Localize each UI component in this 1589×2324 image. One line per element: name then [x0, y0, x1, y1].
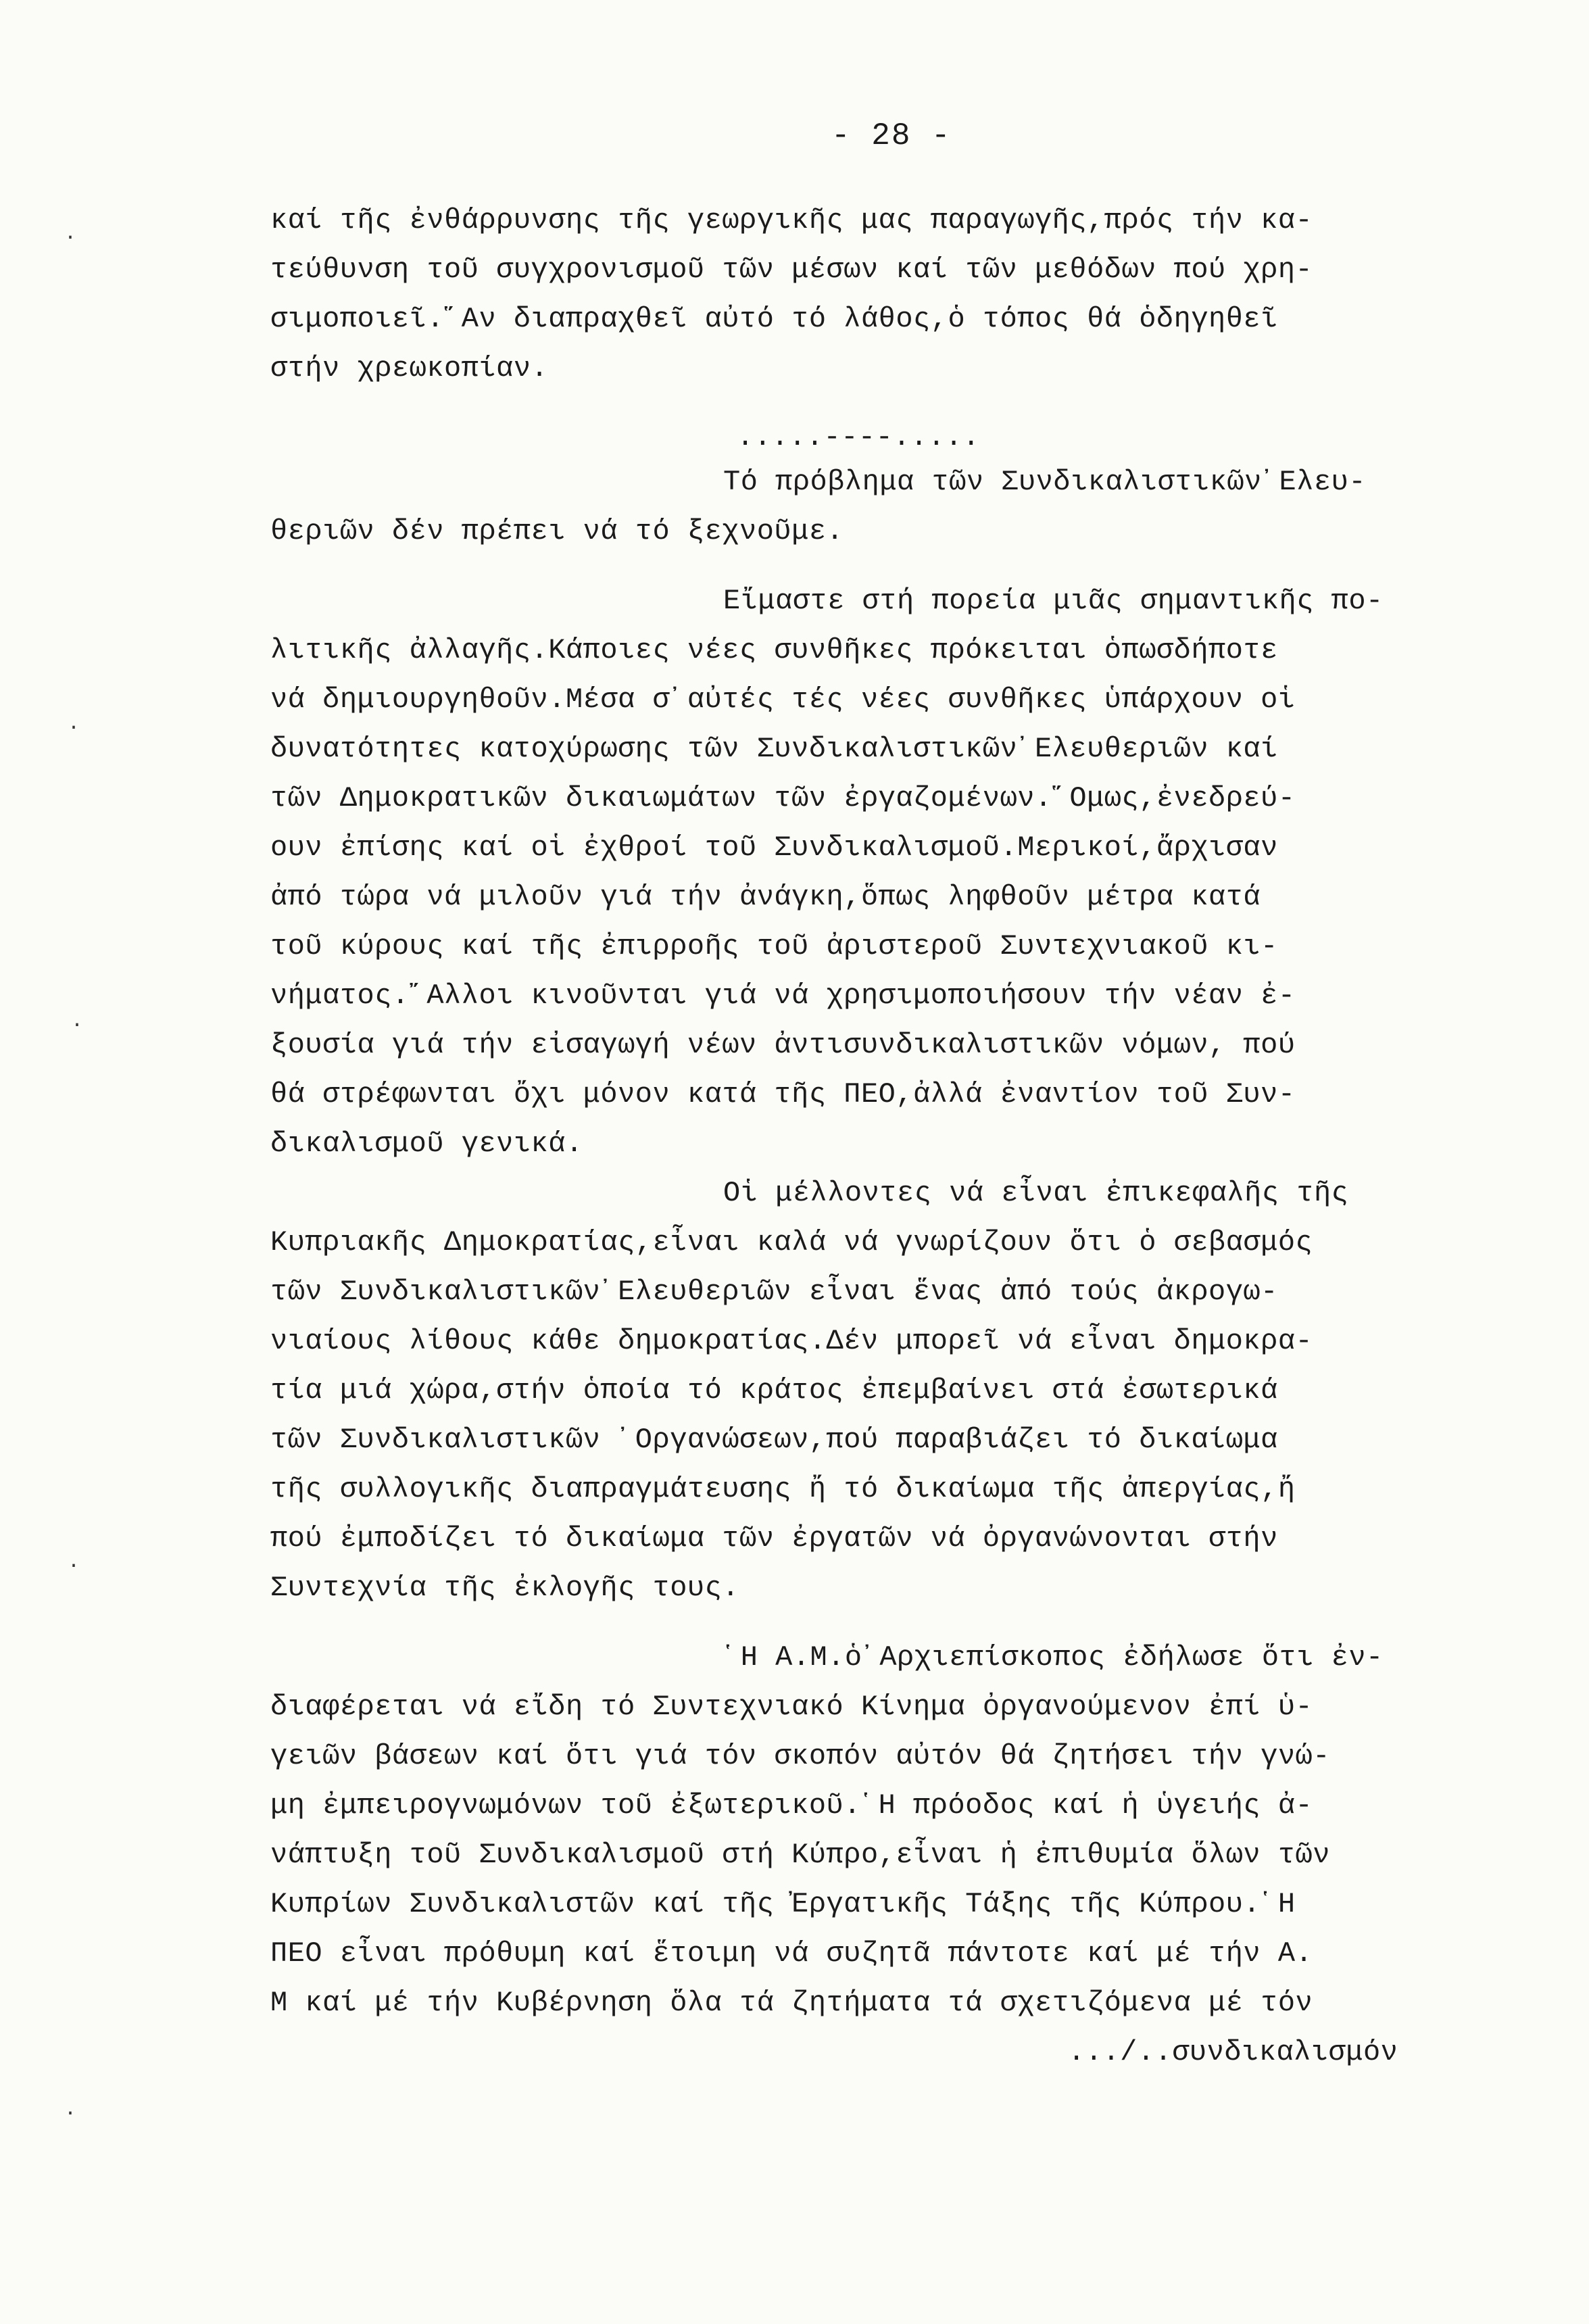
text-line: Κυπριακῆς Δημοκρατίας,εἶναι καλά νά γνωρίζουν ὅτι ὁ σεβασμός — [270, 1226, 1313, 1259]
text-line: τῶν Συνδικαλιστικῶν ᾿Οργανώσεων,πού παραβιάζει τό δικαίωμα — [270, 1424, 1278, 1456]
text-line: ξουσία γιά τήν εἰσαγωγή νέων ἀντισυνδικαλιστικῶν νόμων, πού — [270, 1029, 1296, 1061]
paragraph-start: Τό πρόβλημα τῶν Συνδικαλιστικῶν᾿Ελευ- — [723, 466, 1367, 498]
text-line: ἀπό τώρα νά μιλοῦν γιά τήν ἀνάγκη,ὅπως ληφθοῦν μέτρα κατά — [270, 881, 1261, 913]
continuation-catchword: .../..συνδικαλισμόν — [1068, 2036, 1398, 2068]
text-line: καί τῆς ἐνθάρρυνσης τῆς γεωργικῆς μας παραγωγῆς,πρός τήν κα- — [270, 204, 1313, 237]
page-number: - 28 - — [831, 118, 952, 153]
text-line: στήν χρεωκοπίαν. — [270, 352, 549, 385]
text-line: τῶν Δημοκρατικῶν δικαιωμάτων τῶν ἐργαζομένων.῞Ομως,ἐνεδρεύ- — [270, 782, 1296, 815]
text-line: τεύθυνση τοῦ συγχρονισμοῦ τῶν μέσων καί τῶν μεθόδων πού χρη- — [270, 253, 1313, 286]
text-line: λιτικῆς ἀλλαγῆς.Κάποιες νέες συνθῆκες πρόκειται ὁπωσδήποτε — [270, 634, 1278, 667]
text-line: θά στρέφωνται ὄχι μόνον κατά τῆς ΠΕΟ,ἀλλά ἐναντίον τοῦ Συν- — [270, 1078, 1296, 1111]
text-line: τία μιά χώρα,στήν ὁποία τό κράτος ἐπεμβαίνει στά ἐσωτερικά — [270, 1374, 1278, 1407]
text-line: Μ καί μέ τήν Κυβέρνηση ὅλα τά ζητήματα τά σχετιζόμενα μέ τόν — [270, 1987, 1313, 2019]
text-line: Κυπρίων Συνδικαλιστῶν καί τῆς Ἐργατικῆς Τάξης τῆς Κύπρου.῾Η — [270, 1888, 1296, 1920]
text-line: σιμοποιεῖ.῞Αν διαπραχθεῖ αὐτό τό λάθος,ὁ τόπος θά ὁδηγηθεῖ — [270, 303, 1278, 335]
scan-speck: · — [68, 1555, 80, 1578]
text-line: νάπτυξη τοῦ Συνδικαλισμοῦ στή Κύπρο,εἶναι ἡ ἐπιθυμία ὅλων τῶν — [270, 1839, 1330, 1871]
scan-speck: · — [71, 1014, 84, 1037]
scan-speck: · — [68, 717, 80, 740]
text-line: γειῶν βάσεων καί ὅτι γιά τόν σκοπόν αὐτόν θά ζητήσει τήν γνώ- — [270, 1740, 1330, 1772]
body-text — [270, 196, 1507, 2077]
section-separator: .....----..... — [737, 421, 980, 454]
text-line: ουν ἐπίσης καί οἱ ἐχθροί τοῦ Συνδικαλισμοῦ.Μερικοί,ἄρχισαν — [270, 831, 1278, 864]
text-line: νά δημιουργηθοῦν.Μέσα σ᾿αὐτές τές νέες συνθῆκες ὑπάρχουν οἱ — [270, 683, 1296, 716]
text-line: δυνατότητες κατοχύρωσης τῶν Συνδικαλιστικῶν᾿Ελευθεριῶν καί — [270, 733, 1278, 765]
text-line: ΠΕΟ εἶναι πρόθυμη καί ἕτοιμη νά συζητᾶ πάντοτε καί μέ τήν Α. — [270, 1937, 1313, 1970]
text-line: νήματος.῎Αλλοι κινοῦνται γιά νά χρησιμοποιήσουν τήν νέαν ἐ- — [270, 979, 1296, 1012]
text-line: πού ἐμποδίζει τό δικαίωμα τῶν ἐργατῶν νά ὀργανώνονται στήν — [270, 1522, 1278, 1555]
text-line: θεριῶν δέν πρέπει νά τό ξεχνοῦμε. — [270, 515, 844, 548]
scan-speck: · — [64, 2102, 77, 2125]
text-line: Συντεχνία τῆς ἐκλογῆς τους. — [270, 1572, 740, 1604]
scan-speck: · — [64, 226, 77, 249]
paragraph-gap — [270, 1613, 1507, 1633]
paragraph-gap — [270, 556, 1507, 577]
paragraph-start: ῾Η Α.Μ.ὁ᾿Αρχιεπίσκοπος ἐδήλωσε ὅτι ἐν- — [723, 1641, 1384, 1674]
text-line: τοῦ κύρους καί τῆς ἐπιρροῆς τοῦ ἀριστεροῦ Συντεχνιακοῦ κι- — [270, 930, 1278, 963]
text-line: τῶν Συνδικαλιστικῶν᾿Ελευθεριῶν εἶναι ἕνας ἀπό τούς ἀκρογω- — [270, 1276, 1278, 1308]
text-line: νιαίους λίθους κάθε δημοκρατίας.Δέν μπορεῖ νά εἶναι δημοκρα- — [270, 1325, 1313, 1357]
text-line: δικαλισμοῦ γενικά. — [270, 1128, 583, 1160]
paragraph-start: Εἴμαστε στή πορεία μιᾶς σημαντικῆς πο- — [723, 585, 1384, 617]
text-line: τῆς συλλογικῆς διαπραγμάτευσης ἤ τό δικαίωμα τῆς ἀπεργίας,ἤ — [270, 1473, 1296, 1505]
text-line: μη ἐμπειρογνωμόνων τοῦ ἐξωτερικοῦ.῾Η πρόοδος καί ἡ ὑγειής ἀ- — [270, 1789, 1313, 1822]
text-line: διαφέρεται νά εἴδη τό Συντεχνιακό Κίνημα ὀργανούμενον ἐπί ὑ- — [270, 1691, 1313, 1723]
paragraph-start: Οἱ μέλλοντες νά εἶναι ἐπικεφαλῆς τῆς — [723, 1177, 1349, 1209]
